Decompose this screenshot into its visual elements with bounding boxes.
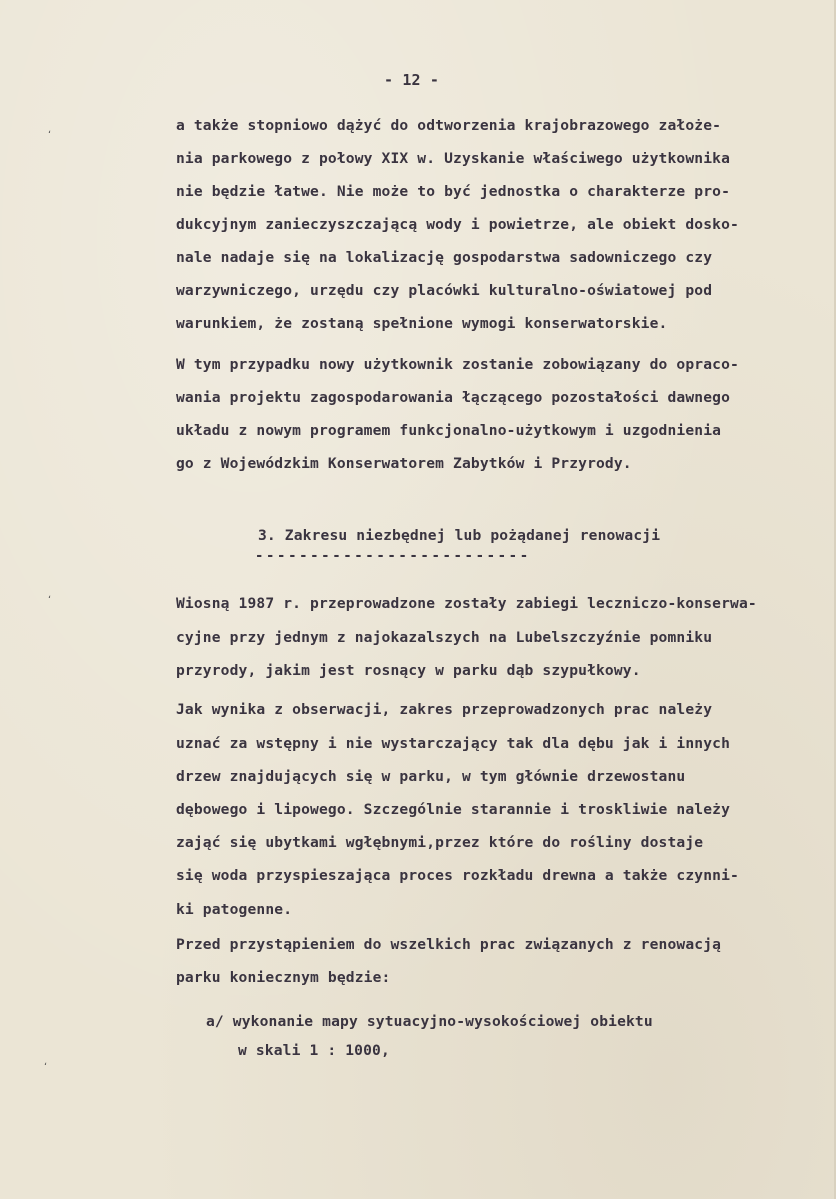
text-line: się woda przyspieszająca proces rozkładu drewna a także czynni- [176, 867, 739, 884]
page-number: - 12 - [384, 71, 440, 89]
section-heading: 3. Zakresu niezbędnej lub pożądanej renowacji [258, 527, 661, 544]
text-line: zająć się ubytkami wgłębnymi,przez które do rośliny dostaje [176, 834, 704, 851]
text-line: układu z nowym programem funkcjonalno-użytkowym i uzgodnienia [176, 422, 722, 439]
text-line: go z Wojewódzkim Konserwatorem Zabytków i Przyrody. [176, 455, 632, 472]
text-line: warunkiem, że zostaną spełnione wymogi konserwatorskie. [176, 315, 668, 332]
text-line: dukcyjnym zanieczyszczającą wody i powietrze, ale obiekt dosko- [176, 216, 739, 233]
text-line: parku koniecznym będzie: [176, 969, 391, 986]
text-line: cyjne przy jednym z najokazalszych na Lubelszczyźnie pomniku [176, 629, 713, 646]
text-line: warzywniczego, urzędu czy placówki kulturalno-oświatowej pod [176, 282, 713, 299]
text-line: a także stopniowo dążyć do odtworzenia krajobrazowego założe- [176, 117, 722, 134]
margin-tick-mark: ʻ [44, 1062, 48, 1073]
margin-tick-mark: ʻ [48, 595, 52, 606]
list-item-line: a/ wykonanie mapy sytuacyjno-wysokościowej obiektu [206, 1013, 653, 1030]
text-line: Przed przystąpieniem do wszelkich prac związanych z renowacją [176, 936, 722, 953]
text-line: W tym przypadku nowy użytkownik zostanie zobowiązany do opraco- [176, 356, 739, 373]
margin-tick-mark: ʻ [48, 130, 52, 141]
text-line: drzew znajdujących się w parku, w tym głównie drzewostanu [176, 768, 686, 785]
text-line: nale nadaje się na lokalizację gospodarstwa sadowniczego czy [176, 249, 713, 266]
text-line: przyrody, jakim jest rosnący w parku dąb szypułkowy. [176, 662, 641, 679]
text-line: nie będzie łatwe. Nie może to być jednostka o charakterze pro- [176, 183, 731, 200]
heading-underline: ------------------------- [255, 548, 531, 564]
text-line: ki patogenne. [176, 901, 293, 918]
text-line: dębowego i lipowego. Szczególnie starannie i troskliwie należy [176, 801, 731, 818]
list-item-line: w skali 1 : 1000, [238, 1042, 390, 1059]
text-line: wania projektu zagospodarowania łączącego pozostałości dawnego [176, 389, 731, 406]
text-line: Jak wynika z obserwacji, zakres przeprowadzonych prac należy [176, 701, 713, 718]
text-line: uznać za wstępny i nie wystarczający tak dla dębu jak i innych [176, 735, 731, 752]
text-line: nia parkowego z połowy XIX w. Uzyskanie właściwego użytkownika [176, 150, 731, 167]
text-line: Wiosną 1987 r. przeprowadzone zostały zabiegi leczniczo-konserwa- [176, 595, 757, 612]
